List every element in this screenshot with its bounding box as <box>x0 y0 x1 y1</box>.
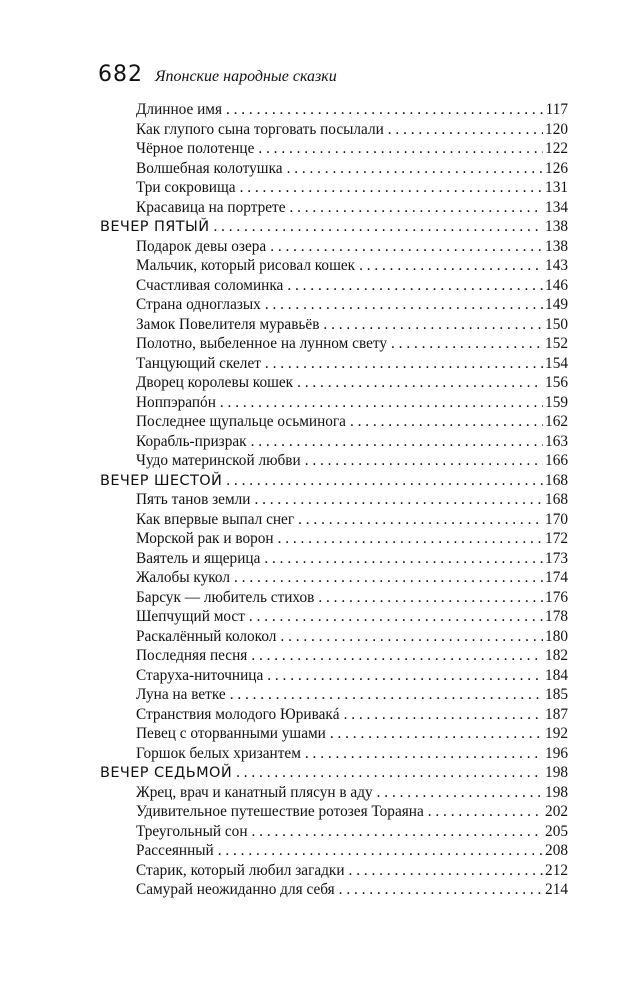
toc-entry-row <box>100 744 568 764</box>
toc-entry-title: Чёрное полотенце <box>136 140 255 157</box>
toc-entry-title: Длинное имя <box>136 101 222 118</box>
dot-leader <box>377 783 543 803</box>
toc-entry-row <box>100 822 568 842</box>
dot-leader <box>289 198 543 218</box>
toc-page-number: 159 <box>545 393 568 411</box>
toc-entry-title: Луна на ветке <box>136 686 226 703</box>
toc-entry-title: Чудо материнской любви <box>136 452 301 469</box>
toc-page-number: 126 <box>545 159 568 177</box>
dot-leader <box>297 373 543 393</box>
toc-page-number: 170 <box>545 510 568 528</box>
toc-page-number: 138 <box>545 218 568 235</box>
toc-page-number: 134 <box>545 198 568 216</box>
toc-entry-title: Три сокровища <box>136 179 236 196</box>
toc-entry-title: Певец с оторванными ушами <box>136 725 326 742</box>
toc-entry-title: Треугольный сон <box>136 822 248 840</box>
toc-entry-row <box>100 646 568 666</box>
dot-leader <box>298 510 543 530</box>
toc-page-number: 152 <box>545 335 568 352</box>
dot-leader <box>264 549 543 569</box>
toc-entry-title: Раскалённый колокол <box>136 627 277 645</box>
dot-leader <box>258 139 543 159</box>
toc-page-number: 205 <box>545 822 568 840</box>
toc-entry-title: Мальчик, который рисовал кошек <box>136 257 356 274</box>
toc-page-number: 122 <box>545 140 568 157</box>
toc-entry-row <box>100 159 568 179</box>
dot-leader <box>349 861 544 881</box>
toc-entry-row <box>100 334 568 354</box>
toc-entry-title: Самурай неожиданно для себя <box>136 881 335 898</box>
toc-entry-row <box>100 627 568 647</box>
dot-leader <box>330 724 543 744</box>
toc-section-title: ВЕЧЕР СЕДЬМОЙ <box>100 765 233 781</box>
toc-entry-title: Удивительное путешествие ротозея Тораяна <box>136 803 424 820</box>
toc-page-number: 154 <box>545 354 568 372</box>
dot-leader <box>254 490 543 510</box>
dot-leader <box>359 256 543 276</box>
dot-leader <box>220 393 543 413</box>
toc-page-number: 202 <box>545 803 568 820</box>
dot-leader <box>265 295 543 315</box>
dot-leader <box>323 315 543 335</box>
toc-entry-title: Страна одноглазых <box>136 296 261 313</box>
toc-entry-row <box>100 120 568 140</box>
toc-entry-row <box>100 588 568 608</box>
toc-page-number: 198 <box>545 783 568 801</box>
toc-entry-title: Ноппэрапóн <box>136 393 216 411</box>
toc-page-number: 212 <box>545 861 568 879</box>
toc-entry-title: Полотно, выбеленное на лунном свету <box>136 335 388 352</box>
toc-entry-row <box>100 607 568 627</box>
dot-leader <box>226 471 543 491</box>
toc-page-number: 120 <box>545 120 568 138</box>
toc-entry-row <box>100 139 568 159</box>
toc-page-number: 146 <box>545 276 568 294</box>
toc-page-number: 214 <box>545 881 568 898</box>
toc-page-number: 166 <box>545 452 568 469</box>
dot-leader <box>287 159 543 179</box>
dot-leader <box>318 588 543 608</box>
toc-page-number: 168 <box>545 471 568 489</box>
toc-page-number: 198 <box>545 764 568 781</box>
toc-entry-row <box>100 490 568 510</box>
toc-entry-title: Шепчущий мост <box>136 608 245 625</box>
toc-entry-row <box>100 685 568 705</box>
dot-leader <box>428 802 543 822</box>
toc-entry-row <box>100 529 568 549</box>
toc-entry-title: Старик, который любил загадки <box>136 861 345 879</box>
toc-page-number: 192 <box>545 725 568 742</box>
toc-entry-row <box>100 276 568 296</box>
toc-page-number: 143 <box>545 257 568 274</box>
dot-leader <box>236 763 543 783</box>
toc-entry-row <box>100 432 568 452</box>
toc-entry-row <box>100 451 568 471</box>
toc-entry-title: Барсук — любитель стихов <box>136 588 315 606</box>
toc-entry-title: Красавица на портрете <box>136 198 286 216</box>
toc-page-number: 150 <box>545 315 568 333</box>
toc-entry-title: Старуха-ниточница <box>136 666 264 684</box>
toc-page-number: 176 <box>545 588 568 606</box>
toc-page-number: 184 <box>545 666 568 684</box>
toc-entry-title: Волшебная колотушка <box>136 159 283 177</box>
toc-entry-title: Как глупого сына торговать посылали <box>136 120 384 138</box>
toc-section-row <box>100 763 568 783</box>
toc-page-number: 117 <box>545 101 568 118</box>
toc-entry-title: Горшок белых хризантем <box>136 744 301 762</box>
toc-page-number: 149 <box>545 296 568 313</box>
toc-entry-row <box>100 841 568 861</box>
toc-page-number: 185 <box>545 686 568 703</box>
page-header <box>98 62 568 87</box>
toc-page-number: 208 <box>545 842 568 859</box>
dot-leader <box>226 100 544 120</box>
toc-page-number: 138 <box>545 237 568 255</box>
toc-page-number: 131 <box>545 179 568 196</box>
toc-entry-title: Пять танов земли <box>136 491 251 508</box>
toc-entry-row <box>100 295 568 315</box>
dot-leader <box>267 666 543 686</box>
dot-leader <box>240 178 543 198</box>
toc-entry-title: Подарок девы озера <box>136 237 267 255</box>
toc-entry-row <box>100 256 568 276</box>
toc-entry-row <box>100 237 568 257</box>
dot-leader <box>270 237 543 257</box>
toc-entry-row <box>100 412 568 432</box>
toc-entry-row <box>100 315 568 335</box>
toc-entry-title: Жалобы кукол <box>136 569 231 586</box>
dot-leader <box>265 354 543 374</box>
dot-leader <box>287 276 543 296</box>
toc-entry-title: Как впервые выпал снег <box>136 510 295 528</box>
toc-page-number: 172 <box>545 530 568 547</box>
dot-leader <box>230 685 543 705</box>
running-title: Японские народные сказки <box>155 68 337 85</box>
dot-leader <box>339 880 543 900</box>
toc-entry-row <box>100 568 568 588</box>
toc-section-title: ВЕЧЕР ШЕСТОЙ <box>100 472 223 489</box>
toc-entry-row <box>100 393 568 413</box>
dot-leader <box>388 120 543 140</box>
toc-page-number: 156 <box>545 374 568 391</box>
toc-entry-title: Замок Повелителя муравьёв <box>136 315 320 333</box>
table-of-contents <box>100 100 568 900</box>
toc-page-number: 187 <box>545 705 568 723</box>
toc-entry-row <box>100 880 568 900</box>
toc-section-row <box>100 217 568 237</box>
toc-entry-title: Танцующий скелет <box>136 354 261 372</box>
toc-entry-row <box>100 783 568 803</box>
toc-section-title: ВЕЧЕР ПЯТЫЙ <box>100 219 210 235</box>
toc-entry-title: Последнее щупальце осьминога <box>136 413 346 430</box>
toc-entry-row <box>100 802 568 822</box>
dot-leader <box>305 744 543 764</box>
toc-entry-row <box>100 724 568 744</box>
toc-entry-row <box>100 666 568 686</box>
toc-entry-row <box>100 510 568 530</box>
toc-entry-row <box>100 100 568 120</box>
toc-page-number: 174 <box>545 569 568 586</box>
toc-entry-title: Странствия молодого Юривакá <box>136 705 340 723</box>
dot-leader <box>305 451 543 471</box>
dot-leader <box>344 705 543 725</box>
dot-leader <box>213 217 543 237</box>
toc-entry-row <box>100 198 568 218</box>
dot-leader <box>251 646 543 666</box>
toc-page-number: 162 <box>545 413 568 430</box>
page-number: 682 <box>98 62 143 87</box>
toc-entry-row <box>100 549 568 569</box>
toc-entry-title: Дворец королевы кошек <box>136 374 294 391</box>
dot-leader <box>278 529 543 549</box>
toc-entry-title: Счастливая соломинка <box>136 276 284 294</box>
toc-entry-title: Жрец, врач и канатный плясун в аду <box>136 783 373 801</box>
dot-leader <box>350 412 543 432</box>
dot-leader <box>251 432 543 452</box>
dot-leader <box>252 822 544 842</box>
toc-entry-row <box>100 178 568 198</box>
toc-entry-title: Морской рак и ворон <box>136 530 274 547</box>
toc-entry-title: Ваятель и ящерица <box>136 549 261 567</box>
toc-section-row <box>100 471 568 491</box>
toc-entry-title: Корабль-призрак <box>136 432 247 450</box>
toc-entry-row <box>100 861 568 881</box>
dot-leader <box>391 334 543 354</box>
toc-page-number: 173 <box>545 549 568 567</box>
dot-leader <box>249 607 543 627</box>
toc-page-number: 182 <box>545 647 568 664</box>
dot-leader <box>218 841 543 861</box>
dot-leader <box>280 627 543 647</box>
dot-leader <box>234 568 543 588</box>
toc-entry-row <box>100 705 568 725</box>
toc-page-number: 180 <box>545 627 568 645</box>
toc-page-number: 196 <box>545 744 568 762</box>
toc-entry-title: Последняя песня <box>136 647 248 664</box>
toc-entry-title: Рассеянный <box>136 842 214 859</box>
toc-page-number: 178 <box>545 608 568 625</box>
toc-page-number: 163 <box>545 432 568 450</box>
toc-entry-row <box>100 354 568 374</box>
toc-entry-row <box>100 373 568 393</box>
toc-page-number: 168 <box>545 491 568 508</box>
